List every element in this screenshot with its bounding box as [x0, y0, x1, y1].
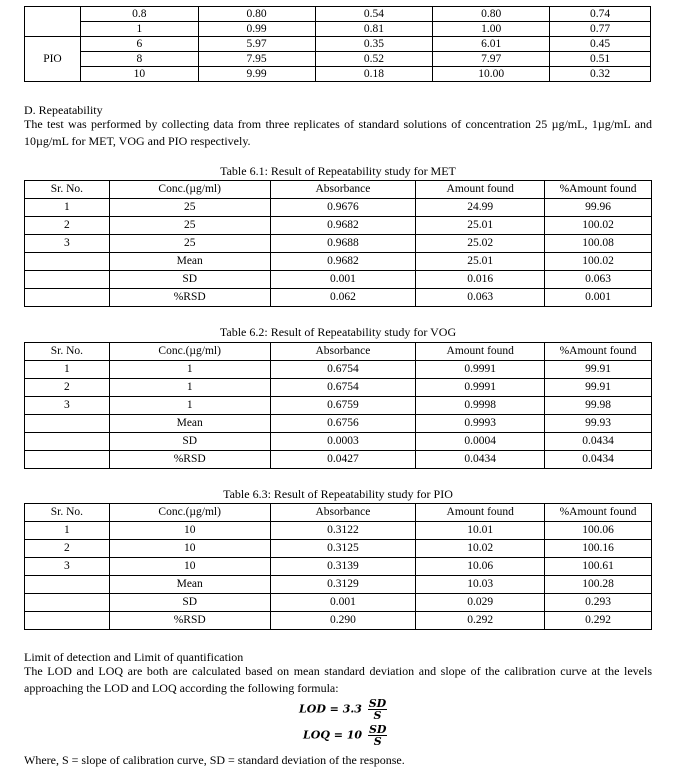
table-cell: 99.91 [545, 379, 652, 397]
table-cell: 0.9688 [270, 235, 416, 253]
column-header: Sr. No. [25, 181, 110, 199]
table-row [25, 7, 651, 22]
loq-formula [303, 724, 387, 747]
table-row [25, 253, 652, 271]
table-row [25, 522, 652, 540]
table-cell: 100.06 [545, 522, 652, 540]
table-cell: 0.6754 [270, 379, 416, 397]
table-cell: 100.28 [545, 576, 652, 594]
table-cell: 0.001 [270, 271, 416, 289]
table-cell: %RSD [109, 612, 270, 630]
table-cell: 100.61 [545, 558, 652, 576]
table-cell: 0.9682 [270, 253, 416, 271]
table-cell: 0.293 [545, 594, 652, 612]
lod-loq-text: The LOD and LOQ are both are calculated based on mean standard deviation and slope of the calibration curve at the levels approaching the LOD and LOQ according the following formula: [24, 664, 652, 695]
lod-formula [299, 698, 387, 721]
table-cell: 0.063 [416, 289, 545, 307]
table-cell: 0.0003 [270, 433, 416, 451]
column-header: Amount found [416, 504, 545, 522]
table-cell: 0.9993 [416, 415, 545, 433]
table-cell: 7.95 [198, 52, 315, 67]
table-6-2 [24, 342, 652, 469]
table-cell: 25.02 [416, 235, 545, 253]
lod-formula-lhs: LOD = 3.3 [299, 702, 362, 716]
table-cell [25, 576, 110, 594]
column-header: Conc.(µg/ml) [109, 504, 270, 522]
table-cell: SD [109, 433, 270, 451]
table-cell: 25.01 [416, 217, 545, 235]
table-cell: 0.3125 [270, 540, 416, 558]
table-cell [25, 271, 110, 289]
table-cell: 0.0434 [416, 451, 545, 469]
column-header: Absorbance [270, 504, 416, 522]
table-cell: 0.290 [270, 612, 416, 630]
table-row [25, 67, 651, 82]
table-cell [25, 451, 110, 469]
table-cell: 0.0434 [545, 433, 652, 451]
column-header: Sr. No. [25, 504, 110, 522]
table-header-row [25, 504, 652, 522]
table-cell [25, 433, 110, 451]
table-6-2-caption: Table 6.2: Result of Repeatability study for VOG [219, 325, 457, 339]
table-cell: 0.016 [416, 271, 545, 289]
table-cell: 2 [25, 379, 110, 397]
table-cell: 1 [25, 199, 110, 217]
table-cell: 10.00 [433, 67, 550, 82]
table-row [25, 433, 652, 451]
table-row [25, 235, 652, 253]
table-cell: 100.02 [545, 217, 652, 235]
table-cell: 0.3129 [270, 576, 416, 594]
table-cell: 8 [80, 52, 198, 67]
table-cell: 0.9676 [270, 199, 416, 217]
table-cell: 100.02 [545, 253, 652, 271]
table-row [25, 379, 652, 397]
table-cell: 0.9991 [416, 361, 545, 379]
table-cell: Mean [109, 253, 270, 271]
table-row [25, 612, 652, 630]
column-header: %Amount found [545, 343, 652, 361]
table-row [25, 217, 652, 235]
table-row [25, 199, 652, 217]
table-row [25, 289, 652, 307]
table-row [25, 397, 652, 415]
table-cell: 0.45 [550, 37, 651, 52]
table-cell: 0.54 [315, 7, 433, 22]
table-row [25, 52, 651, 67]
column-header: Conc.(µg/ml) [109, 181, 270, 199]
table-cell: SD [109, 594, 270, 612]
table-row [25, 540, 652, 558]
table-6-3 [24, 503, 652, 630]
table-cell: 0.292 [545, 612, 652, 630]
table-cell: 1 [25, 361, 110, 379]
where-note: Where, S = slope of calibration curve, SD = standard deviation of the response. [24, 753, 405, 767]
table-cell: 1 [109, 379, 270, 397]
table-cell: 3 [25, 235, 110, 253]
table-cell: 0.9998 [416, 397, 545, 415]
lod-fraction [368, 698, 387, 721]
table-cell: 24.99 [416, 199, 545, 217]
table-cell [25, 7, 81, 37]
section-d-text: The test was performed by collecting data from three replicates of standard solutions of concentration 25 µg/mL, 1µg/mL and 10µg/mL for MET, VOG and PIO respectively. [24, 117, 652, 148]
table-cell: Mean [109, 576, 270, 594]
table-cell [25, 289, 110, 307]
table-cell: Mean [109, 415, 270, 433]
table-cell: 99.93 [545, 415, 652, 433]
table-cell: %RSD [109, 289, 270, 307]
table-row [25, 558, 652, 576]
table-row [25, 361, 652, 379]
table-cell: 0.062 [270, 289, 416, 307]
table-cell: 1.00 [433, 22, 550, 37]
table-row [25, 415, 652, 433]
table-cell: 1 [109, 361, 270, 379]
table-6-1 [24, 180, 652, 307]
table-cell: 0.80 [198, 7, 315, 22]
table-cell: 7.97 [433, 52, 550, 67]
table-cell [25, 612, 110, 630]
table-cell: 0.0427 [270, 451, 416, 469]
table-cell: 0.6754 [270, 361, 416, 379]
table-cell: 99.96 [545, 199, 652, 217]
table-cell: 0.52 [315, 52, 433, 67]
table-6-3-caption: Table 6.3: Result of Repeatability study for PIO [223, 487, 453, 501]
table-cell: 0.99 [198, 22, 315, 37]
lod-numerator: SD [368, 697, 387, 710]
loq-numerator: SD [368, 723, 387, 736]
table-cell: 3 [25, 397, 110, 415]
table-cell: 10.02 [416, 540, 545, 558]
table-cell: 10 [80, 67, 198, 82]
column-header: Absorbance [270, 181, 416, 199]
table-cell: 1 [80, 22, 198, 37]
table-cell: 0.81 [315, 22, 433, 37]
table-cell: 2 [25, 217, 110, 235]
table-cell: 0.6756 [270, 415, 416, 433]
table-cell: 0.51 [550, 52, 651, 67]
table-cell: 5.97 [198, 37, 315, 52]
loq-fraction [368, 724, 387, 747]
table-cell: 0.001 [270, 594, 416, 612]
table-cell: 0.80 [433, 7, 550, 22]
table-cell: 0.0004 [416, 433, 545, 451]
column-header: %Amount found [545, 181, 652, 199]
column-header: Amount found [416, 181, 545, 199]
table-cell: 0.292 [416, 612, 545, 630]
table-cell: 2 [25, 540, 110, 558]
table-cell: SD [109, 271, 270, 289]
table-cell: 1 [109, 397, 270, 415]
column-header: %Amount found [545, 504, 652, 522]
section-d-heading: D. Repeatability [24, 103, 103, 117]
table-cell [25, 594, 110, 612]
table-cell: 9.99 [198, 67, 315, 82]
table-cell: 100.16 [545, 540, 652, 558]
table-cell: 6.01 [433, 37, 550, 52]
table-6-1-caption: Table 6.1: Result of Repeatability study for MET [220, 164, 456, 178]
table-cell: 0.063 [545, 271, 652, 289]
lod-loq-heading: Limit of detection and Limit of quantification [24, 650, 244, 664]
table-cell: 10 [109, 540, 270, 558]
table-cell: 99.98 [545, 397, 652, 415]
table-cell: 0.77 [550, 22, 651, 37]
table-cell [25, 253, 110, 271]
loq-denominator: S [373, 735, 382, 748]
table-cell: 10.01 [416, 522, 545, 540]
table-row [25, 22, 651, 37]
table-cell: 0.9991 [416, 379, 545, 397]
column-header: Amount found [416, 343, 545, 361]
table-cell: 1 [25, 522, 110, 540]
table-cell: 10.06 [416, 558, 545, 576]
table-cell: 0.8 [80, 7, 198, 22]
column-header: Conc.(µg/ml) [109, 343, 270, 361]
lod-denominator: S [373, 709, 382, 722]
table-row [25, 594, 652, 612]
pio-linearity-table-fragment [24, 6, 651, 82]
table-row [25, 451, 652, 469]
table-cell: 25 [109, 235, 270, 253]
table-row [25, 576, 652, 594]
table-cell: 0.6759 [270, 397, 416, 415]
table-cell: 0.001 [545, 289, 652, 307]
table-cell: %RSD [109, 451, 270, 469]
loq-formula-lhs: LOQ = 10 [303, 728, 363, 742]
table-cell: 0.32 [550, 67, 651, 82]
table-header-row [25, 343, 652, 361]
table-cell: 0.74 [550, 7, 651, 22]
table-cell: PIO [25, 37, 81, 82]
table-cell: 0.3139 [270, 558, 416, 576]
table-cell: 10.03 [416, 576, 545, 594]
table-cell: 0.18 [315, 67, 433, 82]
table-cell: 10 [109, 522, 270, 540]
table-cell: 25 [109, 217, 270, 235]
table-cell: 0.029 [416, 594, 545, 612]
column-header: Sr. No. [25, 343, 110, 361]
table-cell [25, 415, 110, 433]
table-cell: 0.0434 [545, 451, 652, 469]
table-cell: 100.08 [545, 235, 652, 253]
column-header: Absorbance [270, 343, 416, 361]
table-cell: 25 [109, 199, 270, 217]
table-cell: 3 [25, 558, 110, 576]
table-cell: 0.9682 [270, 217, 416, 235]
table-cell: 10 [109, 558, 270, 576]
table-header-row [25, 181, 652, 199]
table-cell: 0.3122 [270, 522, 416, 540]
table-cell: 0.35 [315, 37, 433, 52]
table-cell: 6 [80, 37, 198, 52]
table-cell: 25.01 [416, 253, 545, 271]
table-cell: 99.91 [545, 361, 652, 379]
table-row [25, 271, 652, 289]
table-row [25, 37, 651, 52]
